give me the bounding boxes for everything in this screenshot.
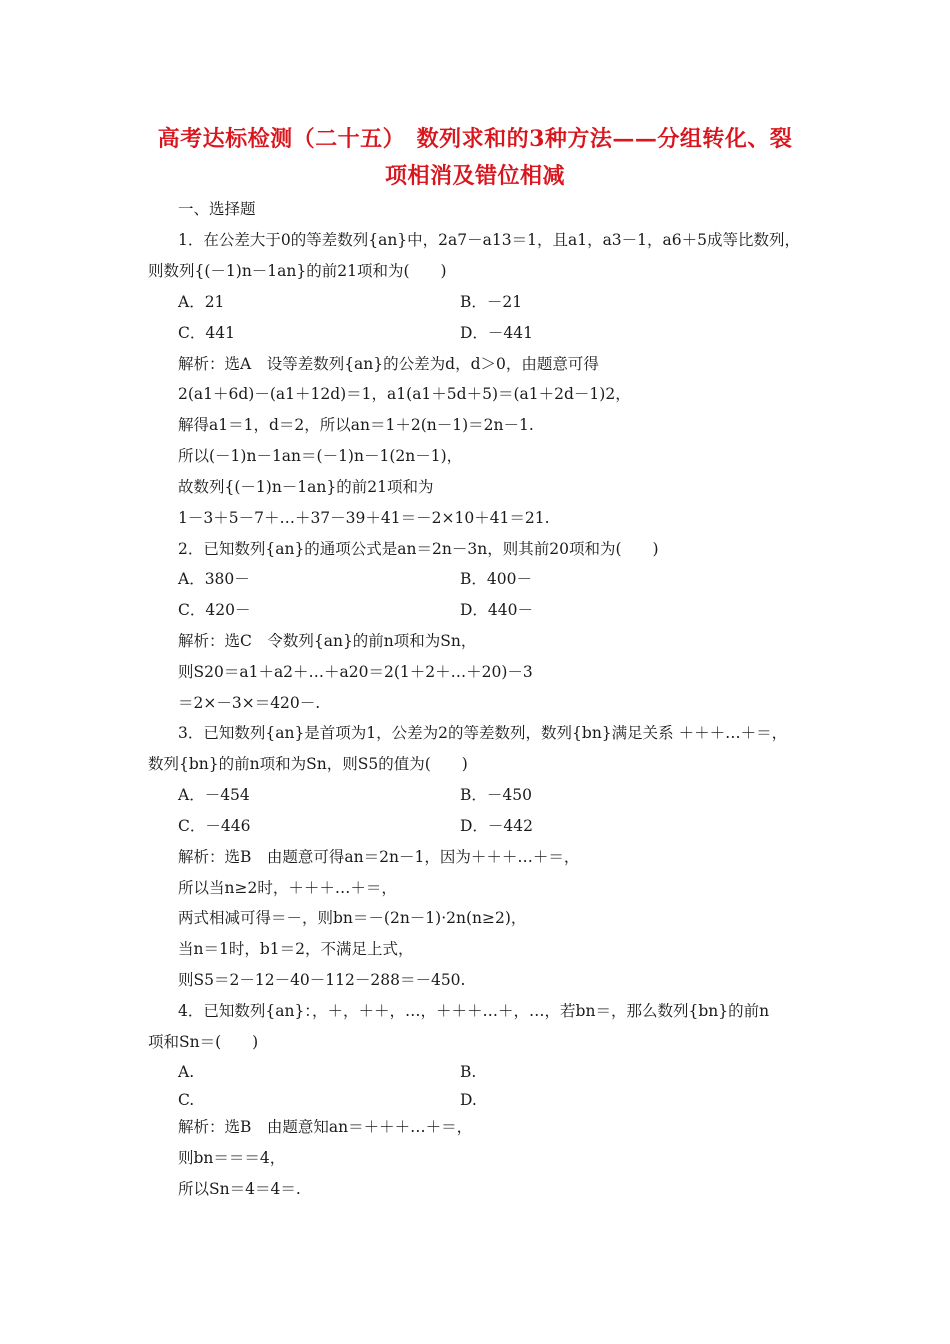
section-heading: 一、选择题 bbox=[178, 200, 256, 218]
q4-option-c: C. bbox=[178, 1091, 195, 1109]
q1-option-d: D．－441 bbox=[460, 324, 534, 342]
q1-solution-line: 故数列{(－1)n－1an}的前21项和为 bbox=[178, 478, 434, 496]
q4-option-d: D. bbox=[460, 1091, 477, 1109]
q3-option-d: D．－442 bbox=[460, 817, 534, 835]
q4-solution-line: 所以Sn＝4＝4＝. bbox=[178, 1180, 301, 1198]
q4-solution-line: 解析：选B 由题意知an＝＋＋＋…＋＝， bbox=[178, 1118, 473, 1136]
q3-stem-a: 3．已知数列{an}是首项为1，公差为2的等差数列，数列{bn}满足关系 ＋＋＋…＋＝， bbox=[178, 724, 788, 742]
q3-solution-line: 解析：选B 由题意可得an＝2n－1，因为＋＋＋…＋＝， bbox=[178, 848, 580, 866]
q1-stem-b: 则数列{(－1)n－1an}的前21项和为( ) bbox=[148, 262, 447, 280]
q4-solution-line: 则bn＝＝＝4， bbox=[178, 1149, 286, 1167]
q1-solution-line: 2(a1＋6d)－(a1＋12d)＝1，a1(a1＋5d＋5)＝(a1＋2d－1)2， bbox=[178, 385, 631, 403]
q3-stem-b: 数列{bn}的前n项和为Sn，则S5的值为( ) bbox=[148, 755, 468, 773]
q2-option-b: B．400－ bbox=[460, 570, 532, 588]
q4-option-a: A. bbox=[178, 1063, 195, 1081]
q3-solution-line: 则S5＝2－12－40－112－288＝－450. bbox=[178, 971, 466, 989]
page-title-line-1: 高考达标检测（二十五） 数列求和的3种方法——分组转化、裂 bbox=[157, 126, 793, 152]
q1-option-b: B．－21 bbox=[460, 293, 523, 311]
page-title-line-2: 项相消及错位相减 bbox=[384, 163, 565, 189]
q2-option-d: D．440－ bbox=[460, 601, 534, 619]
q1-stem-a: 1．在公差大于0的等差数列{an}中，2a7－a13＝1，且a1，a3－1，a6＋5成等比数列， bbox=[178, 231, 800, 249]
q3-solution-line: 当n＝1时，b1＝2，不满足上式， bbox=[178, 940, 414, 958]
q2-solution-line: 解析：选C 令数列{an}的前n项和为Sn， bbox=[178, 632, 477, 650]
q1-solution-line: 1－3＋5－7＋…＋37－39＋41＝－2×10＋41＝21. bbox=[178, 509, 550, 527]
q1-solution-line: 解析：选A 设等差数列{an}的公差为d，d＞0，由题意可得 bbox=[178, 355, 599, 373]
q3-option-b: B．－450 bbox=[460, 786, 532, 804]
q1-option-a: A．21 bbox=[178, 293, 225, 311]
q4-stem-b: 项和Sn＝( ) bbox=[148, 1033, 259, 1051]
q2-stem: 2．已知数列{an}的通项公式是an＝2n－3n，则其前20项和为( ) bbox=[178, 540, 659, 558]
q3-solution-line: 所以当n≥2时，＋＋＋…＋＝， bbox=[178, 879, 397, 897]
q1-solution-line: 所以(－1)n－1an＝(－1)n－1(2n－1)， bbox=[178, 447, 463, 465]
q3-option-c: C．－446 bbox=[178, 817, 251, 835]
q1-option-c: C．441 bbox=[178, 324, 235, 342]
q3-solution-line: 两式相减可得＝－，则bn＝－(2n－1)·2n(n≥2)， bbox=[178, 909, 527, 927]
q3-option-a: A．－454 bbox=[178, 786, 250, 804]
q2-option-c: C．420－ bbox=[178, 601, 251, 619]
q1-solution-line: 解得a1＝1，d＝2，所以an＝1＋2(n－1)＝2n－1. bbox=[178, 416, 534, 434]
q2-solution-line: ＝2×－3×＝420－. bbox=[178, 694, 321, 712]
q2-solution-line: 则S20＝a1＋a2＋…＋a20＝2(1＋2＋…＋20)－3 bbox=[178, 663, 533, 681]
q2-option-a: A．380－ bbox=[178, 570, 250, 588]
q4-stem-a: 4．已知数列{an}：，＋，＋＋，…，＋＋＋…＋，…，若bn＝，那么数列{bn}的前n bbox=[178, 1002, 770, 1020]
q4-option-b: B. bbox=[460, 1063, 477, 1081]
